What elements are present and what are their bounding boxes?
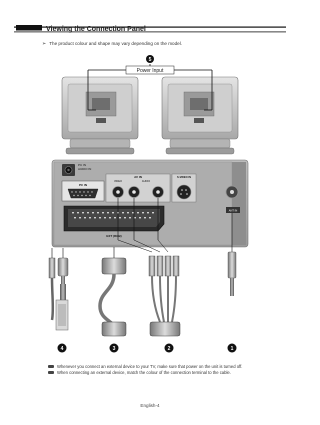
note-icon — [48, 365, 54, 368]
callout-1-label: 1 — [230, 346, 234, 352]
section-title: Viewing the Connection Panel — [46, 26, 146, 33]
scart-cable — [100, 247, 126, 336]
power-input-label: Power Input — [136, 68, 164, 74]
pc-audio-in-label: AUDIO IN — [78, 167, 92, 171]
svideo-in-label: S-VIDEO IN — [177, 176, 191, 179]
note-icon — [48, 371, 54, 374]
ant-in-label: ANT IN — [228, 209, 238, 213]
audio-cable — [49, 248, 55, 320]
callout-3-label: 3 — [112, 346, 116, 352]
callout-5 — [146, 55, 154, 63]
arrow-icon: ➢ — [42, 41, 47, 47]
callout-4 — [58, 344, 67, 353]
product-note-text: The product colour and shape may vary depending on the model. — [49, 41, 182, 46]
callout-4-label: 4 — [60, 346, 64, 352]
callout-3 — [110, 344, 119, 353]
callout-2-label: 2 — [167, 346, 171, 352]
ext-rgb-label: EXT (RGB) — [106, 234, 122, 238]
footnote-2 — [48, 370, 231, 375]
svideo-in-port — [172, 174, 196, 202]
callout-1 — [228, 344, 237, 353]
tv-back-left — [62, 77, 138, 154]
pc-in-label-top: PC IN — [78, 163, 87, 167]
callout-5-label: 5 — [148, 57, 152, 63]
audio-label: AUDIO — [141, 180, 151, 183]
connection-panel — [52, 160, 248, 247]
av-in-label: AV IN — [134, 175, 142, 179]
pc-in-port — [62, 181, 104, 201]
tv-back-right — [162, 77, 238, 154]
footnote-1 — [48, 364, 242, 369]
footnote-2-text: When connecting an external device, match the colour of the connection terminal to the cable. — [57, 370, 231, 375]
callout-2 — [165, 344, 174, 353]
video-label: VIDEO — [113, 180, 123, 183]
page-number: English-4 — [140, 403, 160, 408]
pc-in-label: PC IN — [78, 183, 88, 187]
av-in-group — [106, 174, 170, 202]
pc-cable — [56, 248, 68, 330]
footnote-1-text: Whenever you connect an external device to your TV, make sure that power on the unit is turned off. — [57, 364, 243, 369]
